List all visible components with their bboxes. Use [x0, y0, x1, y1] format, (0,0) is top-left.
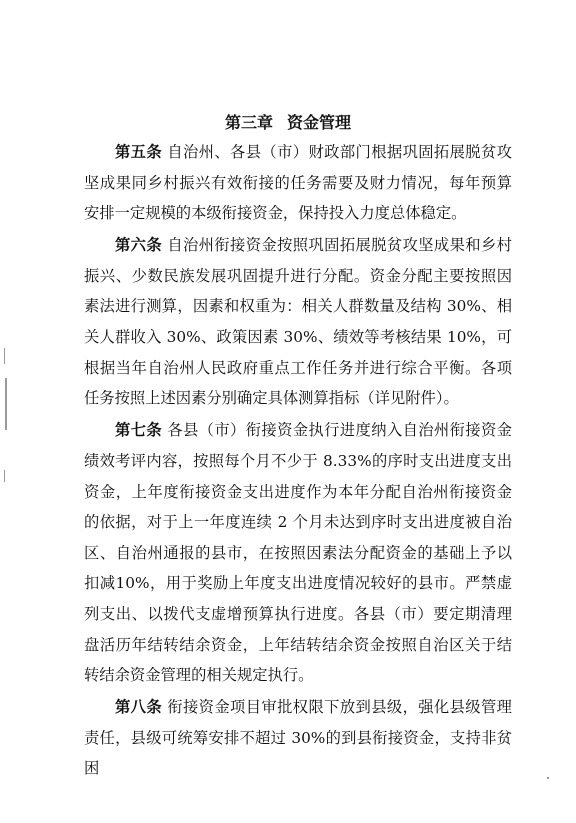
article-7	[84, 415, 512, 690]
article-text: 自治州衔接资金按照巩固拓展脱贫攻坚成果和乡村振兴、少数民族发展巩固提升进行分配。资金分配主要按照因素法进行测算，因素和权重为：相关人群数量及结构 30%、相关人群收入 30%、政策因素 30%、绩效等考核结果 10%，可根据当年自治州人民政府重点工作任务并进行综合平衡。各项任务按照上述因素分别确定具体测算指标（详见附件）。	[84, 236, 512, 408]
chapter-name: 资金管理	[287, 113, 352, 132]
scan-speck	[547, 777, 549, 779]
article-label: 第七条	[115, 421, 163, 440]
article-text: 自治州、各县（市）财政部门根据巩固拓展脱贫攻坚成果同乡村振兴有效衔接的任务需要及财力情况，每年预算安排一定规模的本级衔接资金，保持投入力度总体稳定。	[84, 143, 512, 223]
article-6	[84, 230, 512, 414]
article-5	[84, 137, 512, 229]
binding-mark	[5, 378, 7, 430]
article-text: 各县（市）衔接资金执行进度纳入自治州衔接资金绩效考评内容，按照每个月不少于 8.33%的序时支出进度支出资金，上年度衔接资金支出进度作为本年分配自治州衔接资金的依据，对于上一年度连续 2 个月未达到序时支出进度被自治区、自治州通报的县市，在按照因素法分配资金的基础上予以扣减10%，用于奖励上年度支出进度情况较好的县市。严禁虚列支出、以拨代支虚增预算执行进度。各县（市）要定期清理盘活历年结转结余资金，上年结转结余资金按照自治区关于结转结余资金管理的相关规定执行。	[84, 421, 512, 685]
article-label: 第五条	[115, 143, 163, 161]
article-label: 第六条	[115, 236, 163, 255]
article-8	[84, 692, 512, 784]
chapter-number: 第三章	[224, 113, 273, 132]
article-text: 衔接资金项目审批权限下放到县级，强化县级管理责任，县级可统筹安排不超过 30%的到县衔接资金，支持非贫困	[84, 698, 512, 778]
binding-mark	[4, 470, 5, 482]
chapter-title	[0, 112, 576, 134]
document-body	[84, 137, 512, 785]
article-label: 第八条	[115, 698, 163, 717]
binding-mark	[4, 348, 5, 364]
